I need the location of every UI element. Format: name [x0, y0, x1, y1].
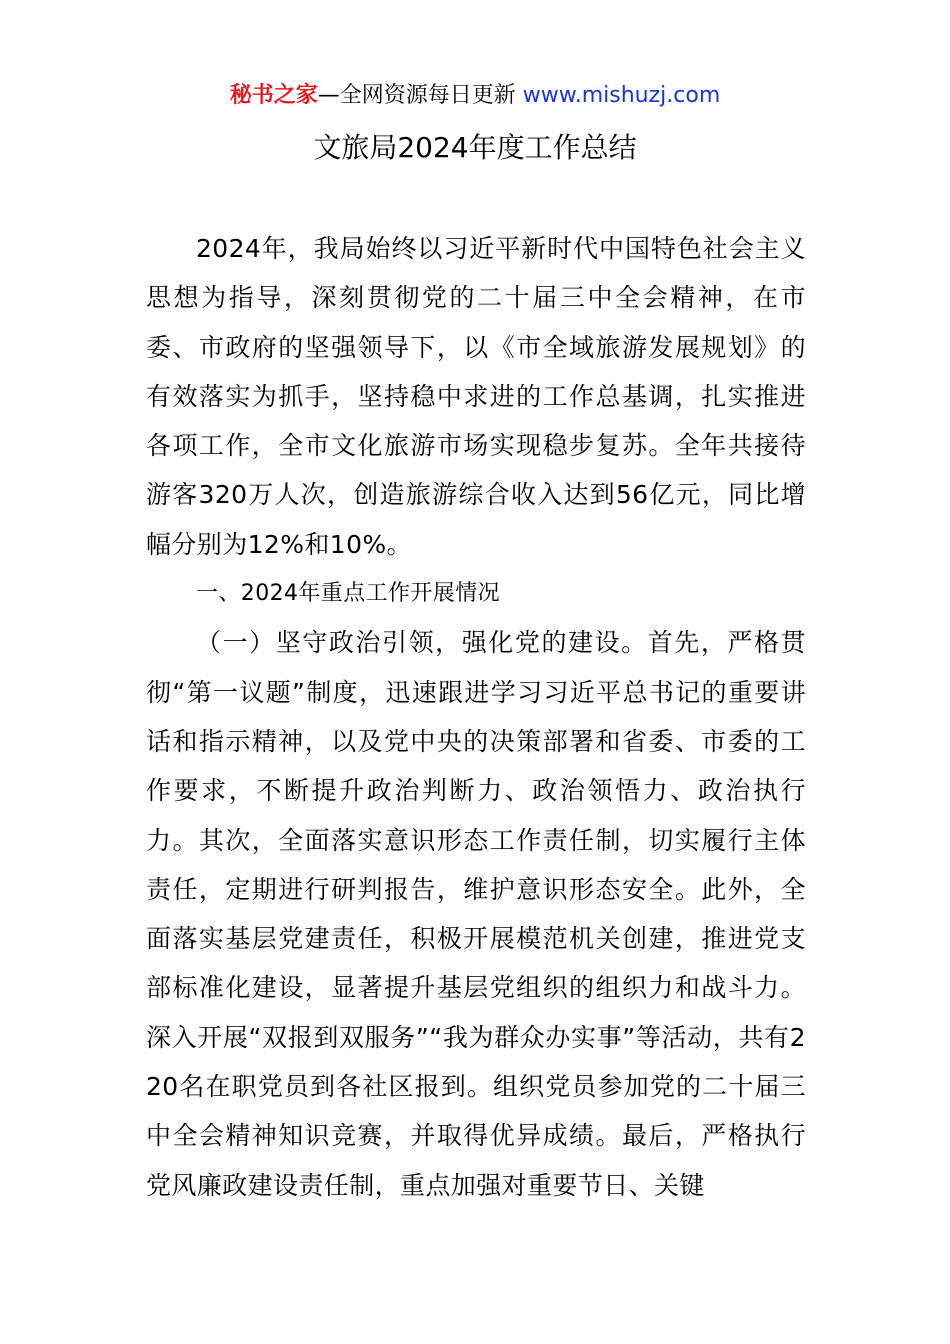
site-header — [0, 80, 950, 112]
section-paragraph: （一）坚守政治引领，强化党的建设。首先，严格贯彻“第一议题”制度，迅速跟进学习习近平总书记的重要讲话和指示精神，以及党中央的决策部署和省委、市委的工作要求，不断提升政治判断力、政治领悟力、政治执行力。其次，全面落实意识形态工作责任制，切实履行主体责任，定期进行研判报告，维护意识形态安全。此外，全面落实基层党建责任，积极开展模范机关创建，推进党支部标准化建设，显著提升基层党组织的组织力和战斗力。深入开展“双报到双服务”“我为群众办实事”等活动，共有220名在职党员到各社区报到。组织党员参加党的二十届三中全会精神知识竞赛，并取得优异成绩。最后，严格执行党风廉政建设责任制，重点加强对重要节日、关键 — [146, 628, 806, 1200]
site-url-link[interactable]: www.mishuzj.com — [522, 83, 721, 108]
section-heading: 一、2024年重点工作开展情况 — [196, 581, 500, 607]
intro-paragraph: 2024年，我局始终以习近平新时代中国特色社会主义思想为指导，深刻贯彻党的二十届三中全会精神，在市委、市政府的坚强领导下，以《市全域旅游发展规划》的有效落实为抓手，坚持稳中求进的工作总基调，扎实推进各项工作，全市文化旅游市场实现稳步复苏。全年共接待游客320万人次，创造旅游综合收入达到56亿元，同比增幅分别为12%和10%。 — [146, 234, 806, 559]
document-title: 文旅局2024年度工作总结 — [313, 131, 637, 164]
site-brand: 秘书之家 — [229, 83, 318, 108]
site-tagline: —全网资源每日更新 — [317, 83, 516, 108]
document-body — [146, 224, 806, 1210]
